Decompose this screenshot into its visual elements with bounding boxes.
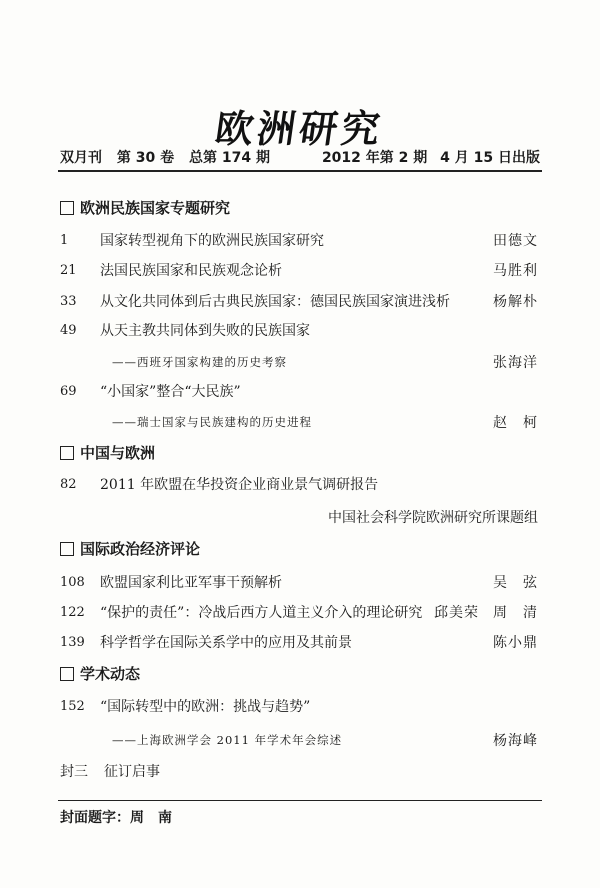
toc-subtitle-row [112,411,538,433]
toc-page-number: 49 [60,322,77,338]
toc-title: 科学哲学在国际关系学中的应用及其前景 [100,635,352,651]
toc-author: 张海洋 [493,355,538,371]
toc-entry[interactable] [60,601,538,623]
issue-year-number: 2012 年第 2 期 [321,150,428,166]
section-title: 国际政治经济评论 [80,540,201,558]
toc-author: 周 清 [493,605,538,621]
section-heading [60,197,230,218]
issue-info-right [314,147,540,167]
section-title: 学术动态 [80,665,141,683]
toc-author: 杨解朴 [493,294,538,310]
issue-info-left [60,147,280,167]
toc-title: 法国民族国家和民族观念论析 [100,263,282,279]
toc-subtitle-row [112,351,538,373]
toc-title: 2011 年欧盟在华投资企业商业景气调研报告 [100,477,379,493]
issue-info [60,146,540,168]
toc-entry[interactable] [60,319,538,341]
toc-entry[interactable] [60,229,538,251]
toc-title: 国家转型视角下的欧洲民族国家研究 [100,233,324,249]
toc-author: 中国社会科学院欧洲研究所课题组 [328,510,538,526]
toc-author: 赵 柯 [493,415,538,431]
section-title: 欧洲民族国家专题研究 [80,199,231,217]
back-cover-entry[interactable] [60,760,160,782]
toc-author: 杨海峰 [493,733,538,749]
issue-frequency: 双月刊 [60,150,102,166]
checkbox-icon [60,446,74,460]
section-title: 中国与欧洲 [80,444,156,462]
toc-author: 马胜利 [493,263,538,279]
cover-calligraphy-credit: 封面题字：周 南 [60,810,172,826]
toc-page-number: 152 [60,698,85,714]
journal-masthead: 欧洲研究 [212,106,387,151]
toc-page-number: 108 [60,574,85,590]
toc-entry[interactable] [60,380,538,402]
issue-volume: 第 30 卷 [116,150,175,166]
back-cover-label: 封三 [60,764,88,780]
header-rule [58,170,542,172]
toc-author: 陈小鼎 [493,635,538,651]
section-heading [60,442,155,463]
toc-page-number: 82 [60,476,77,492]
checkbox-icon [60,542,74,556]
toc-page-number: 1 [60,232,69,248]
toc-title: 欧盟国家利比亚军事干预解析 [100,575,282,591]
issue-total: 总第 174 期 [188,150,270,166]
toc-title: “小国家”整合“大民族” [100,384,241,400]
toc-entry[interactable] [60,473,538,495]
toc-title: 从天主教共同体到失败的民族国家 [100,323,310,339]
toc-entry[interactable] [60,290,538,312]
toc-page-number: 69 [60,383,77,399]
toc-title: 从文化共同体到后古典民族国家：德国民族国家演进浅析 [100,294,450,310]
toc-author: 吴 弦 [493,575,538,591]
toc-entry[interactable] [60,571,538,593]
checkbox-icon [60,667,74,681]
toc-page-number: 21 [60,262,77,278]
toc-author: 田德文 [493,233,538,249]
toc-page-number: 33 [60,293,77,309]
toc-entry[interactable] [60,695,538,717]
footer-rule [58,800,542,801]
toc-subtitle: ——上海欧洲学会 2011 年学术年会综述 [112,733,343,747]
issue-date: 4 月 15 日出版 [440,150,540,166]
checkbox-icon [60,201,74,215]
toc-subtitle: ——西班牙国家构建的历史考察 [112,355,287,369]
toc-subtitle-row [112,729,538,751]
section-heading [60,663,140,684]
toc-subtitle: ——瑞士国家与民族建构的历史进程 [112,415,312,429]
toc-page-number: 122 [60,604,85,620]
toc-entry[interactable] [60,259,538,281]
toc-title: “国际转型中的欧洲：挑战与趋势” [100,699,311,715]
toc-entry[interactable] [60,631,538,653]
back-cover-title: 征订启事 [104,764,160,780]
section-heading [60,538,200,559]
toc-title: “保护的责任”：冷战后西方人道主义介入的理论研究 [100,605,423,621]
toc-page-number: 139 [60,634,85,650]
toc-co-author: 邱美荣 [434,605,479,621]
